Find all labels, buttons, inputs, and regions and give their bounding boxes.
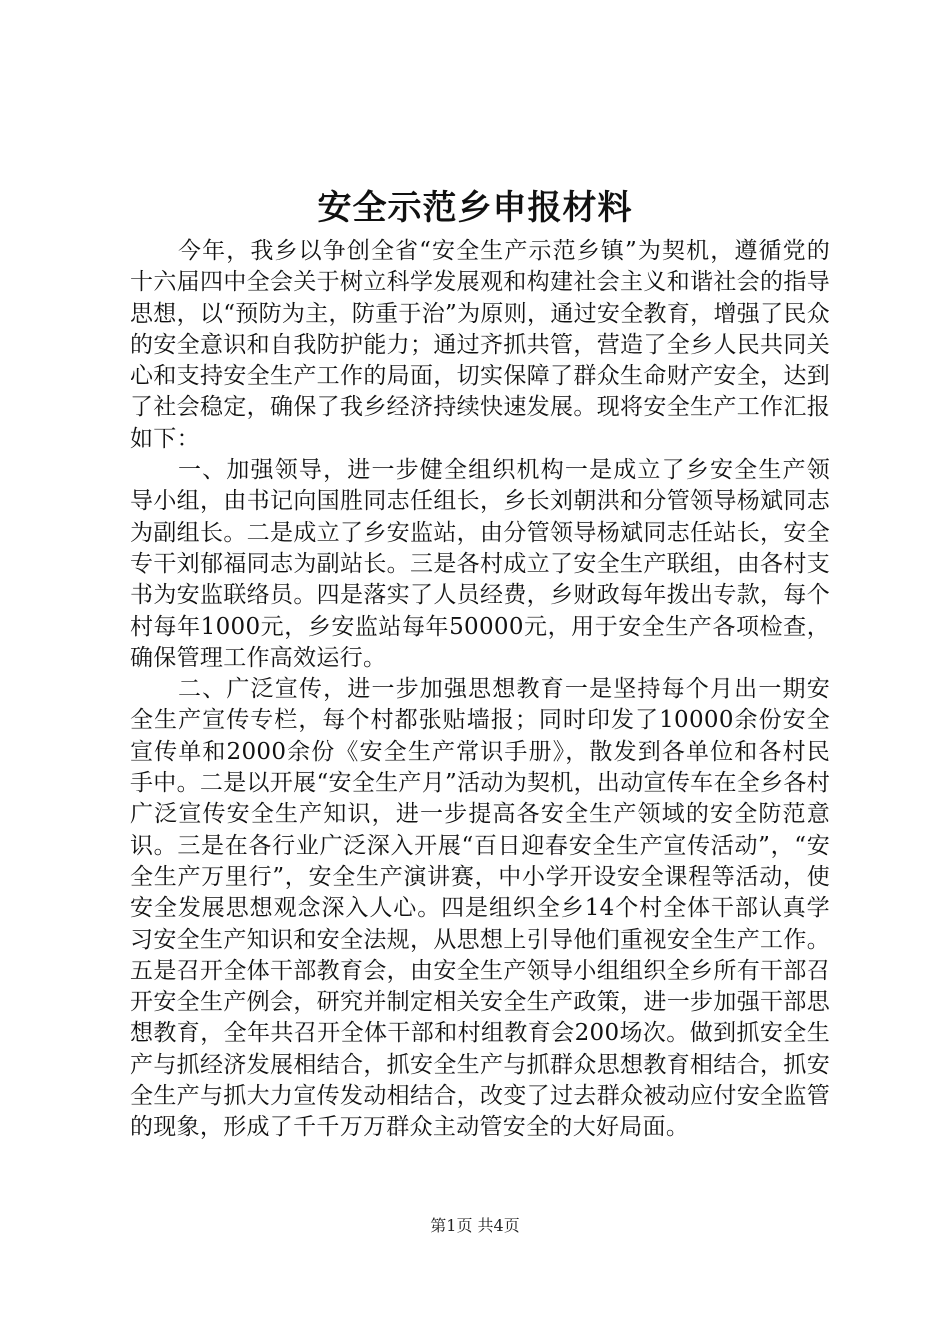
section-two-paragraph: 二、广泛宣传，进一步加强思想教育一是坚持每个月出一期安全生产宣传专栏，每个村都张贴墙报；同时印发了10000余份安全宣传单和2000余份《安全生产常识手册》，散发到各单位和各村民手中。二是以开展“安全生产月”活动为契机，出动宣传车在全乡各村广泛宣传安全生产知识，进一步提高各安全生产领域的安全防范意识。三是在各行业广泛深入开展“百日迎春安全生产宣传活动”，“安全生产万里行”，安全生产演讲赛，中小学开设安全课程等活动，使安全发展思想观念深入人心。四是组织全乡14个村全体干部认真学习安全生产知识和安全法规，从思想上引导他们重视安全生产工作。五是召开全体干部教育会，由安全生产领导小组组织全乡所有干部召开安全生产例会，研究并制定相关安全生产政策，进一步加强干部思想教育，全年共召开全体干部和村组教育会200场次。做到抓安全生产与抓经济发展相结合，抓安全生产与抓群众思想教育相结合，抓安全生产与抓大力宣传发动相结合，改变了过去群众被动应付安全监管的现象，形成了千千万万群众主动管安全的大好局面。 (130, 676, 830, 1141)
section-one-paragraph: 一、加强领导，进一步健全组织机构一是成立了乡安全生产领导小组，由书记向国胜同志任组长，乡长刘朝洪和分管领导杨斌同志为副组长。二是成立了乡安监站，由分管领导杨斌同志任站长，安全专干刘郁福同志为副站长。三是各村成立了安全生产联组，由各村支书为安监联络员。四是落实了人员经费，乡财政每年拨出专款，每个村每年1000元，乡安监站每年50000元，用于安全生产各项检查，确保管理工作高效运行。 (130, 457, 830, 671)
intro-paragraph: 今年，我乡以争创全省“安全生产示范乡镇”为契机，遵循党的十六届四中全会关于树立科学发展观和构建社会主义和谐社会的指导思想，以“预防为主，防重于治”为原则，通过安全教育，增强了民众的安全意识和自我防护能力；通过齐抓共管，营造了全乡人民共同关心和支持安全生产工作的局面，切实保障了群众生命财产安全，达到了社会稳定，确保了我乡经济持续快速发展。现将安全生产工作汇报如下： (130, 238, 830, 452)
document-title: 安全示范乡申报材料 (317, 188, 633, 228)
page-footer: 第1页 共4页 (430, 1216, 520, 1235)
document-body (130, 236, 830, 1144)
